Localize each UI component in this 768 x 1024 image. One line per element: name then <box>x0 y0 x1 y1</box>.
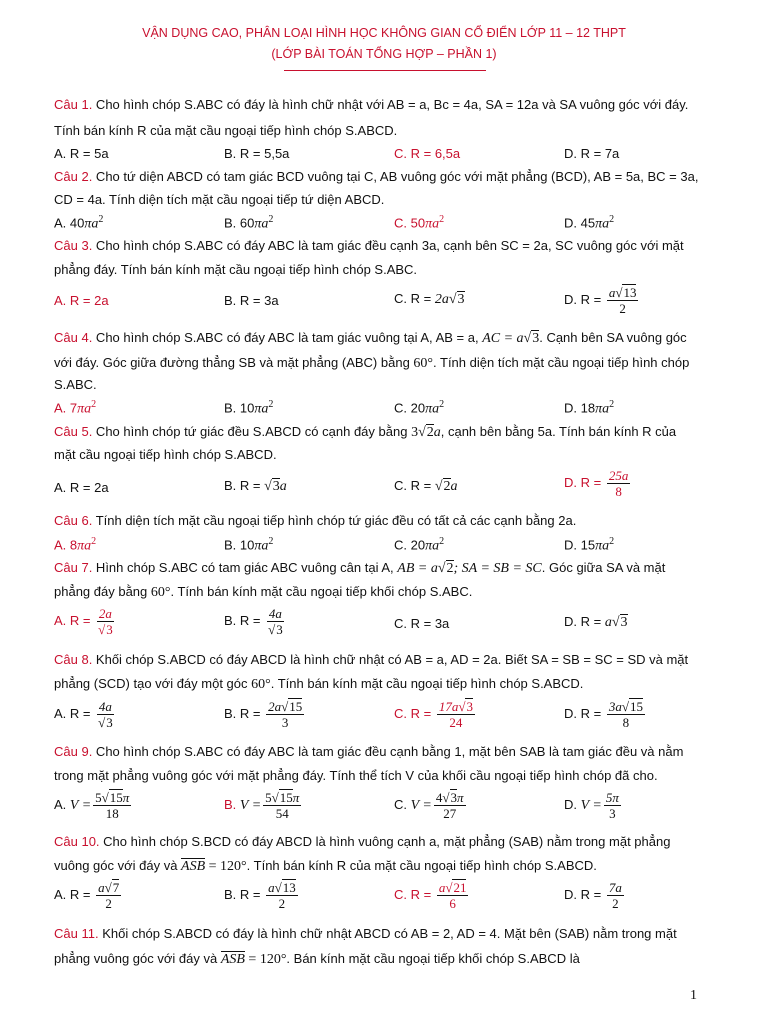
answer-option: C. R = 2a√3 <box>394 291 465 307</box>
question-number: Câu 8. <box>54 652 93 667</box>
answer-option: A. R = 2a <box>54 480 109 495</box>
question-text: Tính diện tích mặt cầu ngoại tiếp hình chóp tứ giác đều có tất cả các cạnh bằng 2a. <box>92 513 577 528</box>
question-text-line: mặt cầu ngoại tiếp hình chóp S.ABCD. <box>54 447 277 462</box>
question-text-line: với đáy. Góc giữa đường thẳng SB và mặt phẳng (ABC) bằng 60°. Tính diện tích mặt cầu ngoại tiếp hình chóp <box>54 355 690 371</box>
answer-option: D. R = $\frac{7a}{2}$ <box>564 880 622 911</box>
question-11: Câu 11. Khối chóp S.ABCD có đáy là hình chữ nhật ABCD có AB = 2, AD = 4. Mặt bên (SAB) nằm trong mặt <box>54 926 677 941</box>
question-text: Cho hình chóp S.ABC có đáy ABC là tam giác đều cạnh bằng 1, mặt bên SAB là tam giác đều và nằm <box>92 744 684 759</box>
answer-option: B. R = 5,5a <box>224 146 290 161</box>
title-underline <box>284 70 486 71</box>
answer-option: D. $15\pi a^2$ <box>564 536 615 554</box>
answer-option-correct: D. R = $\frac{25a}{8}$ <box>564 468 629 499</box>
question-2 <box>54 169 706 184</box>
question-text-line: phẳng đáy. Tính bán kính mặt cầu ngoại tiếp hình chóp S.ABC. <box>54 262 418 277</box>
question-3 <box>54 238 706 253</box>
answer-option: D. $45\pi a^2$ <box>564 214 615 232</box>
answer-option: A. $40\pi a^2$ <box>54 214 104 232</box>
answer-option: C. $20\pi a^2$ <box>394 536 445 554</box>
answer-option: A. V = $\frac{5√15\pi}{18}$ <box>54 790 130 821</box>
question-text-line: phẳng vuông góc với đáy và ASB = 120°. Bán kính mặt cầu ngoại tiếp khối chóp S.ABCD là <box>54 951 580 967</box>
answer-option: B. R = √3a <box>224 478 287 494</box>
question-text-line: trong mặt phẳng vuông góc với mặt phẳng đáy. Tính thể tích V của khối cầu ngoại tiếp hình chóp đã cho. <box>54 768 658 783</box>
answer-option: C. V = $\frac{4√3\pi}{27}$ <box>394 790 464 821</box>
question-text-line: S.ABC. <box>54 377 97 392</box>
question-text: Cho hình chóp S.ABC có đáy ABC là tam giác đều cạnh 3a, cạnh bên SC = 2a, SC vuông góc với mặt <box>92 238 684 253</box>
answer-option-correct: C. R = $\frac{a√21}{6}$ <box>394 880 467 911</box>
question-text-line: phẳng đáy bằng 60°. Tính bán kính mặt cầu ngoại tiếp khối chóp S.ABC. <box>54 584 473 600</box>
question-text-line: vuông góc với đáy và ASB = 120°. Tính bán kính R của mặt cầu ngoại tiếp hình chóp S.ABCD. <box>54 858 597 874</box>
question-8: Câu 8. Khối chóp S.ABCD có đáy ABCD là hình chữ nhật có AB = a, AD = 2a. Biết SA = SB = SC = SD và mặt <box>54 652 689 667</box>
answer-option: D. R = $\frac{a√13}{2}$ <box>564 285 637 316</box>
answer-option: D. R = 7a <box>564 146 620 161</box>
question-number: Câu 3. <box>54 238 93 253</box>
answer-option: D. V = $\frac{5\pi}{3}$ <box>564 790 619 821</box>
answer-option: A. R = $\frac{a√7}{2}$ <box>54 880 120 911</box>
question-number: Câu 7. <box>54 560 93 575</box>
question-number: Câu 4. <box>54 330 93 345</box>
answer-option: B. $10\pi a^2$ <box>224 536 274 554</box>
angle-notation: ASB <box>220 952 245 967</box>
page-number: 1 <box>690 988 697 1003</box>
answer-option: B. R = $\frac{a√13}{2}$ <box>224 880 296 911</box>
answer-option: B. $10\pi a^2$ <box>224 399 274 417</box>
question-7: Câu 7. Hình chóp S.ABC có tam giác ABC vuông cân tại A, AB = a√2; SA = SB = SC. Góc giữa SA và mặt <box>54 560 666 576</box>
answer-option-correct: C. R = 6,5a <box>394 146 461 161</box>
answer-option: D. R = a√3 <box>564 614 628 630</box>
answer-option-correct: A. $7\pi a^2$ <box>54 399 97 417</box>
question-4: Câu 4. Cho hình chóp S.ABC có đáy ABC là tam giác vuông tại A, AB = a, AC = a√3. Cạnh bên SA vuông góc <box>54 330 687 346</box>
answer-option: B. R = $\frac{2a√15}{3}$ <box>224 699 303 730</box>
page-title: VẬN DỤNG CAO, PHÂN LOẠI HÌNH HỌC KHÔNG GIAN CỔ ĐIỂN LỚP 11 – 12 THPT <box>142 26 626 40</box>
question-9 <box>54 744 706 759</box>
question-6 <box>54 513 706 528</box>
answer-option: C. R = 3a <box>394 616 450 631</box>
question-5: Câu 5. Cho hình chóp tứ giác đều S.ABCD có cạnh đáy bằng 3√2a, cạnh bên bằng 5a. Tính bán kính R của <box>54 424 677 440</box>
question-number: Câu 6. <box>54 513 93 528</box>
answer-option: C. $20\pi a^2$ <box>394 399 445 417</box>
question-text-line: CD = 4a. Tính diện tích mặt cầu ngoại tiếp tứ diện ABCD. <box>54 192 385 207</box>
answer-option: A. R = 5a <box>54 146 109 161</box>
answer-option-correct: C. R = $\frac{17a√3}{24}$ <box>394 699 473 730</box>
question-number: Câu 11. <box>54 926 99 941</box>
answer-option: D. $18\pi a^2$ <box>564 399 615 417</box>
question-text-line: phẳng (SCD) tạo với đáy một góc 60°. Tính bán kính mặt cầu ngoại tiếp hình chóp S.ABCD. <box>54 676 584 692</box>
answer-option-correct: A. R = 2a <box>54 293 109 308</box>
answer-option-correct: A. R = $\frac{2a}{√3}$ <box>54 606 113 637</box>
question-text: Cho tứ diện ABCD có tam giác BCD vuông tại C, AB vuông góc với mặt phẳng (BCD), AB = 5a, BC = 3a, <box>92 169 699 184</box>
answer-option: C. R = √2a <box>394 478 458 494</box>
question-number: Câu 9. <box>54 744 93 759</box>
question-number: Câu 2. <box>54 169 93 184</box>
question-text-line: Tính bán kính R của mặt cầu ngoại tiếp hình chóp S.ABCD. <box>54 123 398 138</box>
question-10: Câu 10. Cho hình chóp S.BCD có đáy ABCD là hình vuông cạnh a, mặt phẳng (SAB) nằm trong mặt phẳng <box>54 834 671 849</box>
page-subtitle: (LỚP BÀI TOÁN TỔNG HỢP – PHẦN 1) <box>271 47 497 61</box>
answer-option-correct: B. V = $\frac{5√15\pi}{54}$ <box>224 790 300 821</box>
answer-option: A. R = $\frac{4a}{√3}$ <box>54 699 113 730</box>
answer-option-correct: C. $50\pi a^2$ <box>394 214 445 232</box>
answer-option: B. $60\pi a^2$ <box>224 214 274 232</box>
angle-notation: ASB <box>181 859 206 874</box>
answer-option: D. R = $\frac{3a√15}{8}$ <box>564 699 643 730</box>
answer-option: B. R = 3a <box>224 293 279 308</box>
question-number: Câu 1. <box>54 97 93 112</box>
question-number: Câu 5. <box>54 424 93 439</box>
question-number: Câu 10. <box>54 834 100 849</box>
answer-option: B. R = $\frac{4a}{√3}$ <box>224 606 283 637</box>
question-text: Cho hình chóp S.ABC có đáy là hình chữ nhật với AB = a, Bc = 4a, SA = 12a và SA vuông góc với đáy. <box>92 97 689 112</box>
question-1 <box>54 97 706 112</box>
answer-option-correct: A. $8\pi a^2$ <box>54 536 97 554</box>
